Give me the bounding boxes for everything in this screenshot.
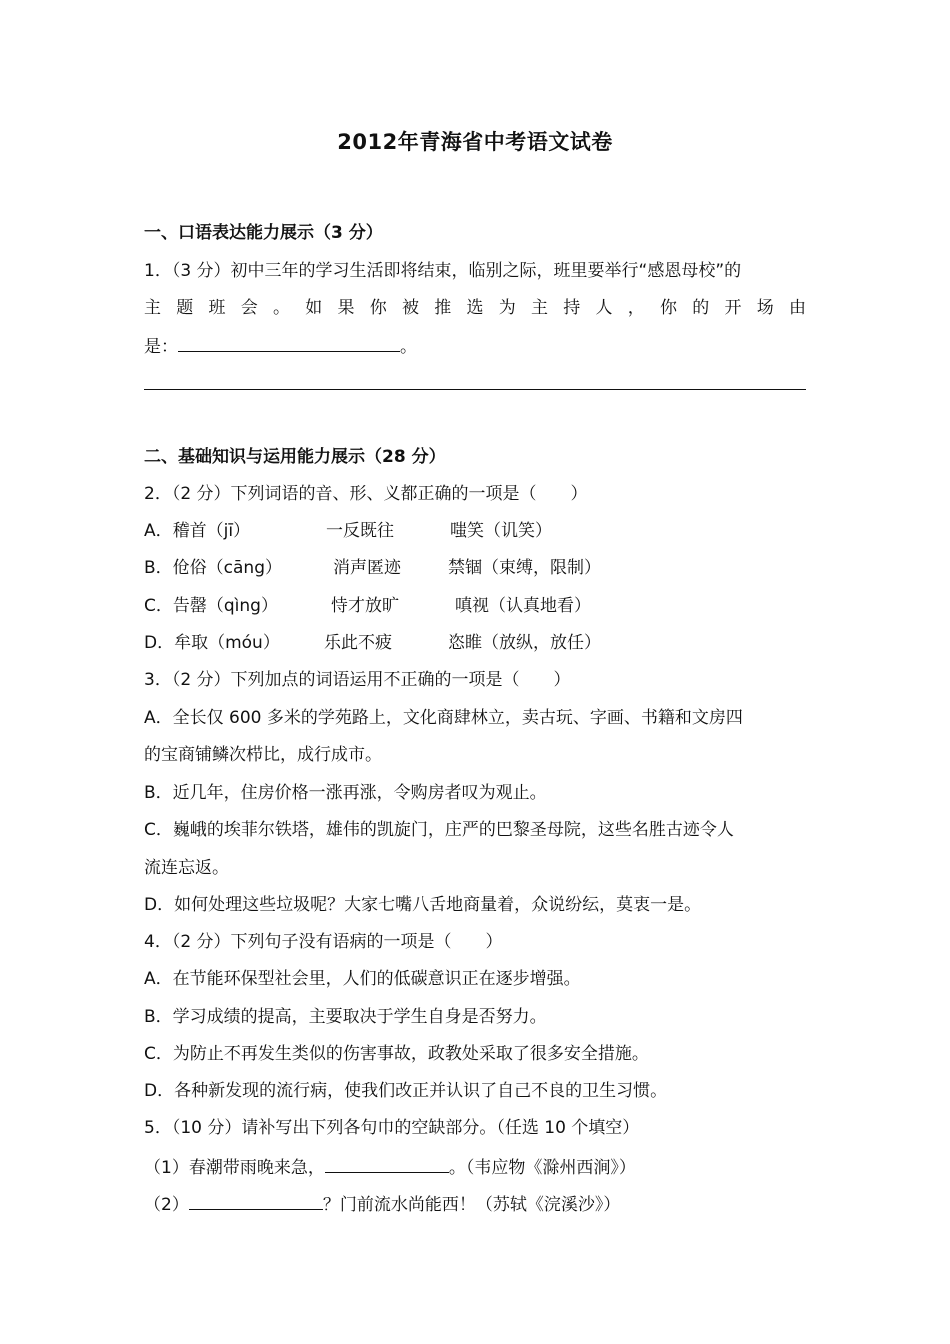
q3-option-c-line2: 流连忘返。 (144, 858, 229, 878)
q2-option-a (144, 520, 806, 542)
q1-line2-char: 持 (563, 298, 581, 318)
q2-b-word2: 消声匿迹 (333, 558, 401, 578)
q1-answer-blank[interactable] (178, 334, 400, 352)
q2-a-word1: A．稽首（jī） (144, 521, 251, 541)
q1-line2-char: 。 (273, 298, 290, 318)
q1-line2-char: 选 (466, 298, 484, 318)
page-title: 2012年青海省中考语文试卷 (337, 130, 613, 154)
q1-line2-char: 主 (531, 298, 548, 318)
q2-option-c (144, 595, 806, 617)
q1-answer-prefix: 是： (144, 337, 178, 357)
q1-line2-char: 题 (176, 298, 194, 318)
section-heading-basics: 二、基础知识与运用能力展示（28 分） (144, 447, 446, 467)
q3-option-b: B．近几年，住房价格一涨再涨，令购房者叹为观止。 (144, 783, 547, 803)
q5-stem: 5．（10 分）请补写出下列各句巾的空缺部分。（任选 10 个填空） (144, 1118, 640, 1138)
q5-item1-prefix: （1）春潮带雨晚来急， (144, 1158, 325, 1178)
q2-b-word1: B．伧俗（cāng） (144, 558, 282, 578)
q1-line2-char: 会 (240, 298, 258, 318)
q3-option-a-line1: A．全长仅 600 多米的学苑路上，文化商肆林立，卖古玩、字画、书籍和文房四 (144, 708, 743, 728)
q1-line2-char: 班 (208, 298, 226, 318)
q5-item2-prefix: （2） (144, 1195, 189, 1215)
q2-d-word2: 乐此不疲 (324, 633, 392, 653)
q4-option-d: D．各种新发现的流行病，使我们改正并认识了自己不良的卫生习惯。 (144, 1081, 668, 1101)
q5-item1 (144, 1155, 636, 1179)
q1-line2-char: 场 (756, 298, 774, 318)
q1-line1: 1．（3 分）初中三年的学习生活即将结束，临别之际，班里要举行“感恩母校”的 (144, 261, 742, 281)
q1-line3 (144, 334, 417, 358)
q2-option-d (144, 632, 806, 654)
q2-stem: 2．（2 分）下列词语的音、形、义都正确的一项是（ ） (144, 484, 588, 504)
q1-line2-char: 主 (144, 298, 161, 318)
q1-line2-char: 推 (434, 298, 452, 318)
answer-rule-line[interactable] (144, 389, 806, 390)
q1-line2-char: ， (627, 298, 645, 318)
q1-line2-char: 果 (337, 298, 355, 318)
q2-d-word1: D．牟取（móu） (144, 633, 280, 653)
q1-line2-char: 的 (692, 298, 710, 318)
q1-line2-char: 被 (402, 298, 419, 318)
q3-option-d: D．如何处理这些垃圾呢？大家七嘴八舌地商量着，众说纷纭，莫衷一是。 (144, 895, 702, 915)
q2-option-b (144, 557, 806, 579)
q1-line2-char: 如 (305, 298, 323, 318)
q4-option-b: B．学习成绩的提高，主要取决于学生自身是否努力。 (144, 1007, 547, 1027)
q5-item2 (144, 1192, 620, 1216)
q2-a-word3: 嗤笑（讥笑） (450, 521, 552, 541)
q3-option-a-line2: 的宝商铺鳞次栉比，成行成市。 (144, 745, 382, 765)
q2-d-word3: 恣睢（放纵，放任） (448, 633, 601, 653)
q3-stem: 3．（2 分）下列加点的词语运用不正确的一项是（ ） (144, 670, 571, 690)
q1-line2-char: 你 (660, 298, 677, 318)
q1-line2-char: 由 (789, 298, 806, 318)
q2-a-word2: 一反既往 (326, 521, 394, 541)
q4-stem: 4．（2 分）下列句子没有语病的一项是（ ） (144, 932, 503, 952)
q2-c-word2: 恃才放旷 (331, 596, 399, 616)
q1-line2-char: 为 (498, 298, 516, 318)
q1-line2-char: 开 (724, 298, 742, 318)
q2-b-word3: 禁锢（束缚，限制） (448, 558, 601, 578)
q2-c-word3: 嗔视（认真地看） (455, 596, 591, 616)
q1-line2-char: 人 (595, 298, 613, 318)
q5-item1-blank[interactable] (325, 1155, 449, 1173)
q5-item2-suffix: ？门前流水尚能西！（苏轼《浣溪沙》） (322, 1195, 621, 1215)
q1-answer-suffix: 。 (400, 337, 417, 357)
q4-option-a: A．在节能环保型社会里，人们的低碳意识正在逐步增强。 (144, 969, 581, 989)
q5-item2-blank[interactable] (189, 1192, 323, 1210)
q1-line2 (144, 297, 806, 319)
q3-option-c-line1: C．巍峨的埃菲尔铁塔，雄伟的凯旋门，庄严的巴黎圣母院，这些名胜古迹令人 (144, 820, 734, 840)
q1-line2-char: 你 (369, 298, 387, 318)
section-heading-oral: 一、口语表达能力展示（3 分） (144, 223, 383, 243)
q5-item1-suffix: 。（韦应物《滁州西涧》） (448, 1158, 636, 1178)
q2-c-word1: C．告罄（qìng） (144, 596, 278, 616)
q4-option-c: C．为防止不再发生类似的伤害事故，政教处采取了很多安全措施。 (144, 1044, 649, 1064)
